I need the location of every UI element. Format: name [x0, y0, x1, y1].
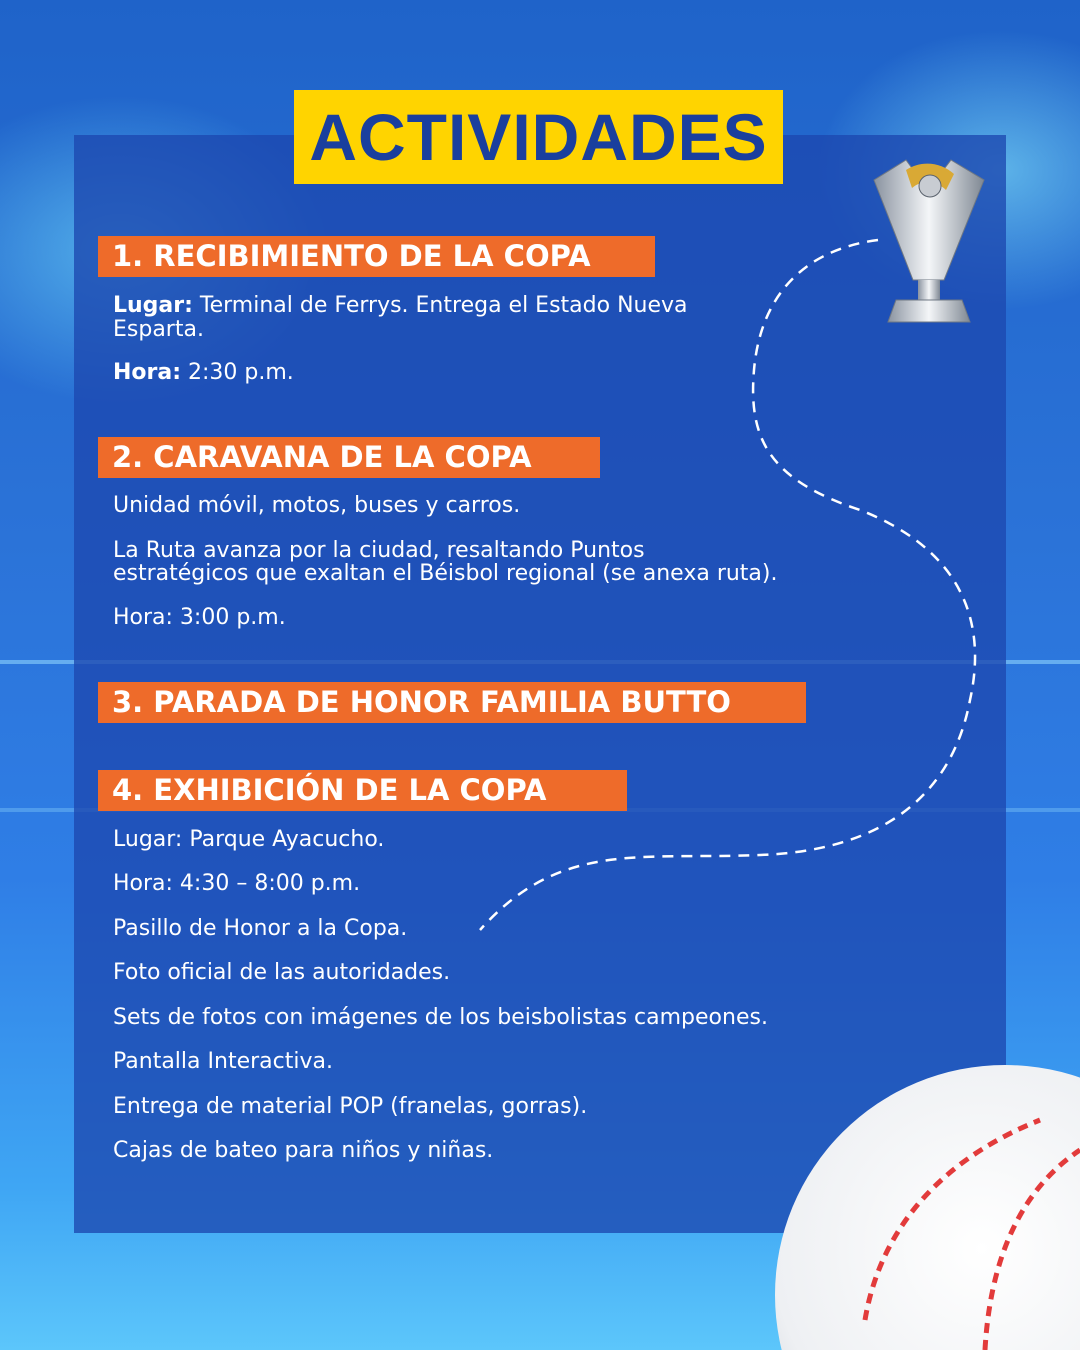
section-3-heading: 3. PARADA DE HONOR FAMILIA BUTTO: [98, 682, 806, 723]
lugar-label: Lugar:: [113, 293, 193, 318]
section-1-lugar-cont: Esparta.: [113, 317, 204, 342]
list-item: Entrega de material POP (franelas, gorras).: [113, 1094, 588, 1119]
section-1-heading: 1. RECIBIMIENTO DE LA COPA: [98, 236, 655, 277]
list-item: Hora: 4:30 – 8:00 p.m.: [113, 871, 361, 896]
list-item: Pasillo de Honor a la Copa.: [113, 916, 408, 941]
list-item: Lugar: Parque Ayacucho.: [113, 827, 385, 852]
trophy-icon: [866, 150, 991, 330]
hora-value: 2:30 p.m.: [181, 360, 294, 385]
list-item: Hora: 3:00 p.m.: [113, 605, 286, 630]
list-item: Sets de fotos con imágenes de los beisbolistas campeones.: [113, 1005, 768, 1030]
list-item: Foto oficial de las autoridades.: [113, 960, 451, 985]
section-1-lugar: [113, 294, 688, 318]
section-4-heading: 4. EXHIBICIÓN DE LA COPA: [98, 770, 627, 811]
page-title: ACTIVIDADES: [309, 100, 768, 174]
list-item: Unidad móvil, motos, buses y carros.: [113, 493, 521, 518]
hora-label: Hora:: [113, 360, 182, 385]
section-1-hora: [113, 361, 294, 385]
baseball-icon: [770, 1060, 1080, 1350]
section-2-heading: 2. CARAVANA DE LA COPA: [98, 437, 600, 478]
list-item: Cajas de bateo para niños y niñas.: [113, 1138, 494, 1163]
list-item: Pantalla Interactiva.: [113, 1049, 333, 1074]
list-item: La Ruta avanza por la ciudad, resaltando Puntos: [113, 538, 645, 563]
lugar-value: Terminal de Ferrys. Entrega el Estado Nueva: [192, 293, 688, 318]
list-item: estratégicos que exaltan el Béisbol regional (se anexa ruta).: [113, 561, 778, 586]
